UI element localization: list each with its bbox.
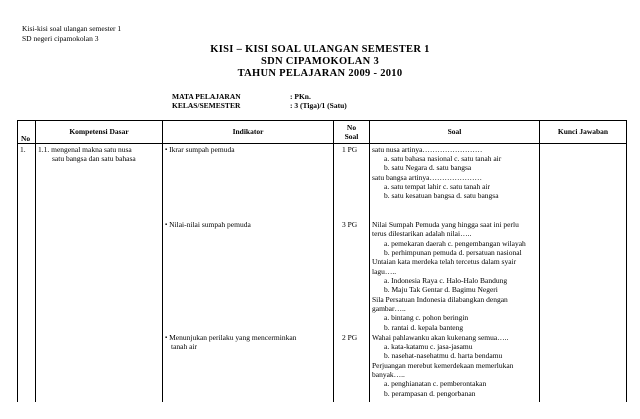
soal-line: b. satu Negara d. satu bangsa (384, 163, 472, 172)
kompetensi-cell (36, 144, 163, 403)
soal-line: a. bintang c. pohon beringin (384, 313, 469, 322)
soal-line: b. perampasan d. pengorbanan (384, 389, 476, 398)
soal-line: a. pemekaran daerah c. pengembangan wilayah (384, 239, 526, 248)
soal-line: a. satu bahasa nasional c. satu tanah air (384, 154, 502, 163)
indikator-item: ▪ Nilai-nilai sumpah pemuda (165, 220, 251, 231)
table-header-row (18, 121, 627, 144)
year-title: TAHUN PELAJARAN 2009 - 2010 (237, 68, 403, 79)
school-title: SDN CIPAMOKOLAN 3 (260, 56, 380, 67)
header-no-soal (334, 121, 370, 144)
class-label: KELAS/SEMESTER (172, 101, 241, 110)
header-indikator: Indikator (163, 121, 334, 144)
soal-line: a. kata-katamu c. jasa-jasamu (384, 342, 473, 351)
soal-line: a. penghianatan c. pemberontakan (384, 379, 487, 388)
kunci-cell (540, 144, 627, 403)
soal-line: b. Maju Tak Gentar d. Bagimu Negeri (384, 285, 498, 294)
kisi-table (17, 120, 627, 402)
header-line-1: Kisi-kisi soal ulangan semester 1 (22, 24, 122, 33)
soal-line: lagu….. (372, 267, 397, 276)
soal-line: b. rantai d. kepala banteng (384, 323, 464, 332)
no-soal-cell (334, 144, 370, 403)
soal-line: banyak….. (372, 370, 405, 379)
soal-line: Nilai Sumpah Pemuda yang hingga saat ini perlu (372, 220, 519, 229)
soal-line: Untaian kata merdeka telah tercetus dalam syair (372, 257, 517, 266)
soal-line: Wahai pahlawanku akan kukenang semua….. (372, 333, 509, 342)
header-no-soal-line2: Soal (344, 132, 359, 141)
header-no: No (18, 121, 36, 144)
soal-line: satu bangsa artinya………………… (372, 173, 482, 182)
soal-line: terus dilestarikan adalah nilai….. (372, 229, 472, 238)
row-no-cell (18, 144, 36, 403)
no-soal-item: 3 PG (342, 220, 358, 229)
soal-line: a. Indonesia Raya c. Halo-Halo Bandung (384, 276, 508, 285)
table-row (18, 144, 627, 403)
soal-line: Perjuangan merebut kemerdekaan memerlukan (372, 361, 514, 370)
header-no-soal-line1: No (346, 122, 357, 132)
indikator-item: ▪ Ikrar sumpah pemuda (165, 145, 235, 156)
header-kunci: Kunci Jawaban (540, 121, 627, 144)
indikator-item-continuation: tanah air (171, 342, 198, 351)
indikator-cell (163, 144, 334, 403)
indikator-item: ▪ Menunjukan perilaku yang mencerminkan (165, 333, 296, 344)
soal-line: a. satu tempat lahir c. satu tanah air (384, 182, 490, 191)
no-soal-item: 2 PG (342, 333, 358, 342)
kompetensi-line-1: 1.1. mengenal makna satu nusa (38, 145, 132, 154)
class-value: : 3 (Tiga)/1 (Satu) (290, 101, 347, 110)
soal-line: b. satu kesatuan bangsa d. satu bangsa (384, 191, 499, 200)
header-line-2: SD negeri cipamokolan 3 (22, 34, 99, 43)
subject-value: : PKn. (290, 92, 311, 101)
no-soal-item: 1 PG (342, 145, 358, 154)
soal-line: b. perhimpunan pemuda d. persatuan nasional (384, 248, 522, 257)
row-no: 1. (20, 145, 26, 154)
document-title: KISI – KISI SOAL ULANGAN SEMESTER 1 (210, 44, 430, 55)
header-soal: Soal (370, 121, 540, 144)
soal-line: satu nusa artinya…………………… (372, 145, 483, 154)
soal-line: Sila Persatuan Indonesia dilabangkan dengan (372, 295, 508, 304)
kompetensi-line-2: satu bangsa dan satu bahasa (52, 154, 136, 163)
soal-cell (370, 144, 540, 403)
subject-label: MATA PELAJARAN (172, 92, 241, 101)
soal-line: b. nasehat-nasehatmu d. harta bendamu (384, 351, 503, 360)
header-kompetensi: Kompetensi Dasar (36, 121, 163, 144)
soal-line: gambar….. (372, 304, 406, 313)
